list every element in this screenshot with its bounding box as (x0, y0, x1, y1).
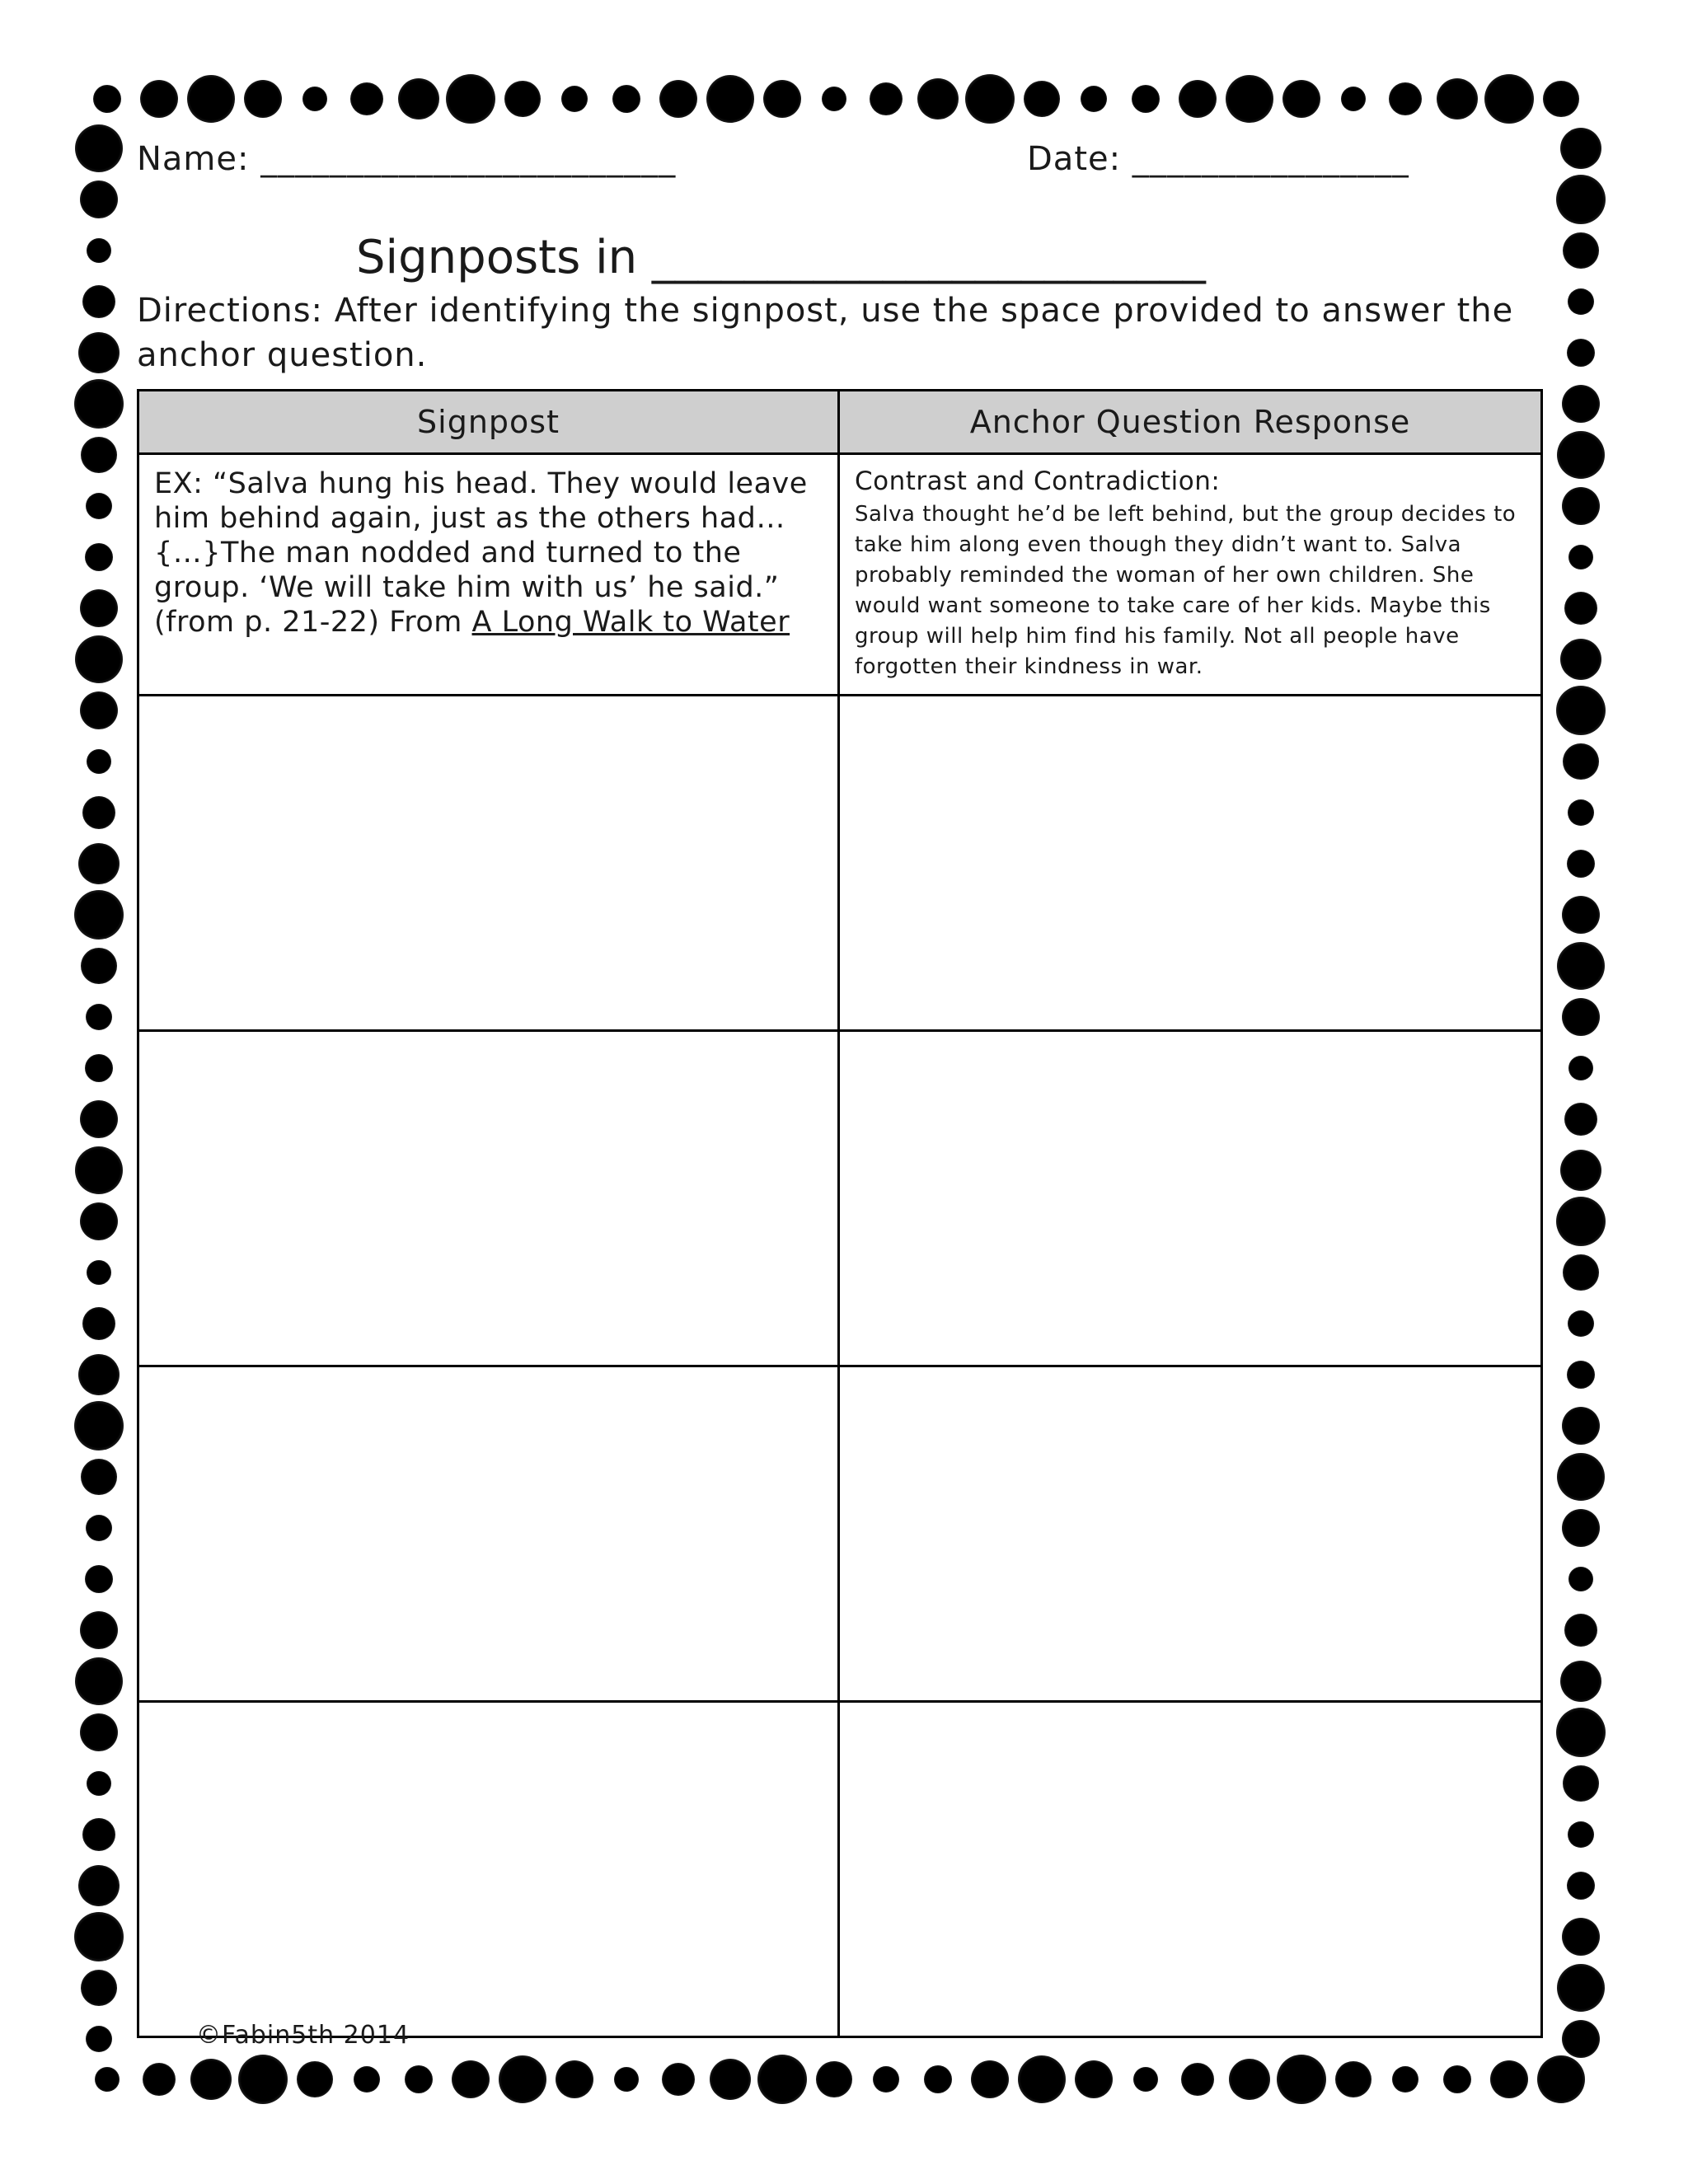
border-dot (80, 691, 118, 729)
border-dot (816, 2061, 852, 2097)
border-dot (1562, 487, 1600, 525)
border-dot (446, 74, 495, 124)
border-dot (143, 2063, 176, 2096)
response-label: Contrast and Contradiction: (855, 466, 1221, 496)
border-dot (82, 796, 115, 829)
border-dot (75, 124, 123, 172)
border-dot (78, 332, 120, 373)
border-dot (1564, 592, 1597, 625)
signpost-entry-cell[interactable] (138, 696, 839, 1031)
column-header-signpost: Signpost (138, 391, 839, 454)
response-entry-cell[interactable] (839, 1702, 1542, 2037)
border-dot (873, 2066, 899, 2093)
border-dot (86, 1515, 112, 1541)
border-dot (78, 1354, 120, 1395)
border-dot (1018, 2055, 1066, 2103)
border-dot (1567, 850, 1595, 878)
border-dot (499, 2055, 546, 2103)
border-dot (85, 1565, 113, 1593)
border-dot (1562, 1918, 1600, 1956)
border-dot (80, 589, 118, 627)
example-response-cell (839, 454, 1542, 696)
border-dot (556, 2060, 593, 2098)
border-dot (1562, 1509, 1600, 1547)
border-dot (1282, 80, 1320, 118)
border-dot (917, 78, 959, 120)
border-dot (81, 437, 117, 473)
border-dot (1568, 1310, 1594, 1337)
border-dot (297, 2061, 333, 2097)
border-dot (659, 80, 697, 118)
border-dot (140, 80, 178, 118)
border-dot (74, 379, 124, 429)
border-dot (1392, 2066, 1418, 2093)
border-dot (87, 1771, 111, 1796)
border-dot (1563, 1254, 1599, 1291)
border-dot (1556, 1197, 1606, 1246)
border-dot (1567, 339, 1595, 367)
border-dot (452, 2060, 490, 2098)
border-dot (757, 2055, 807, 2104)
directions-text: Directions: After identifying the signpost, use the space provided to answer the anchor question. (137, 292, 1514, 374)
example-quote-text: EX: “Salva hung his head. They would leave him behind again, just as the others had…{…}The man nodded and turned to the group. ‘We will take him with us’ he said.” (from p. 21-22) From (154, 467, 808, 639)
border-dot (1564, 1614, 1597, 1647)
border-dot (1567, 1872, 1595, 1900)
copyright-text: ©Fabin5th 2014 (196, 2021, 410, 2050)
border-dot (1133, 2067, 1158, 2092)
border-dot (1564, 1103, 1597, 1136)
border-dot (86, 2026, 112, 2052)
table-row (138, 1366, 1542, 1702)
border-dot (1490, 2060, 1528, 2098)
border-dot (75, 1146, 123, 1194)
border-dot (354, 2066, 380, 2093)
border-dot (1437, 78, 1478, 120)
border-dot (80, 1713, 118, 1751)
table-row (138, 1031, 1542, 1366)
signpost-table (137, 389, 1543, 2038)
border-dot (81, 1970, 117, 2006)
border-dot (80, 1100, 118, 1138)
border-dot (1024, 81, 1060, 117)
border-dot (1568, 1821, 1594, 1848)
border-dot (504, 81, 541, 117)
border-dot (74, 1401, 124, 1451)
border-dot (1568, 545, 1593, 569)
signpost-entry-cell[interactable] (138, 1031, 839, 1366)
border-dot (614, 2067, 639, 2092)
table-row (138, 696, 1542, 1031)
border-dot (924, 2065, 952, 2093)
border-dot (1562, 2020, 1600, 2058)
signpost-entry-cell[interactable] (138, 1702, 839, 2037)
border-dot (1181, 2063, 1214, 2096)
border-dot (1560, 639, 1601, 680)
border-dot (1563, 743, 1599, 780)
border-dot (81, 948, 117, 984)
border-dot (1277, 2055, 1326, 2104)
table-row (138, 1702, 1542, 2037)
border-dot (1132, 85, 1160, 113)
border-dot (1562, 998, 1600, 1036)
border-dot (1226, 75, 1273, 123)
border-dot (74, 1912, 124, 1961)
border-dot (1389, 82, 1422, 115)
example-quote (139, 455, 837, 640)
border-dot (82, 1818, 115, 1851)
border-dot (95, 2067, 120, 2092)
example-row (138, 454, 1542, 696)
border-dot (870, 82, 903, 115)
response-entry-cell[interactable] (839, 1366, 1542, 1702)
border-dot (1229, 2059, 1270, 2100)
border-dot (1543, 81, 1579, 117)
border-dot (87, 749, 111, 774)
response-entry-cell[interactable] (839, 696, 1542, 1031)
border-dot (1557, 942, 1605, 990)
border-dot (302, 87, 327, 111)
border-dot (710, 2059, 751, 2100)
border-dot (561, 86, 588, 112)
border-dot (662, 2063, 695, 2096)
border-dot (85, 543, 113, 571)
column-header-response: Anchor Question Response (839, 391, 1542, 454)
date-label: Date: ________________ (1027, 140, 1409, 178)
border-dot (1563, 232, 1599, 269)
border-dot (1075, 2060, 1113, 2098)
border-dot (612, 85, 640, 113)
border-dot (87, 238, 111, 263)
response-entry-cell[interactable] (839, 1031, 1542, 1366)
border-dot (1556, 686, 1606, 735)
border-dot (86, 1004, 112, 1030)
border-dot (1556, 175, 1606, 224)
border-dot (187, 75, 235, 123)
border-dot (78, 843, 120, 884)
border-dot (405, 2065, 433, 2093)
border-dot (82, 1307, 115, 1340)
name-field[interactable] (137, 140, 676, 178)
border-dot (1179, 80, 1217, 118)
border-dot (706, 75, 754, 123)
border-dot (1537, 2055, 1585, 2103)
border-dot (1443, 2065, 1471, 2093)
border-dot (965, 74, 1015, 124)
border-dot (78, 1865, 120, 1906)
border-dot (1560, 1150, 1601, 1191)
border-dot (1562, 385, 1600, 423)
border-dot (75, 1657, 123, 1705)
table-header-row (138, 391, 1542, 454)
border-dot (1557, 1453, 1605, 1501)
border-dot (350, 82, 383, 115)
border-dot (971, 2060, 1009, 2098)
border-dot (190, 2059, 232, 2100)
page-title[interactable]: Signposts in ________________________ (356, 231, 1206, 284)
border-dot (85, 1054, 113, 1082)
border-dot (822, 87, 846, 111)
border-dot (398, 78, 439, 120)
border-dot (1568, 1567, 1593, 1591)
border-dot (1568, 1056, 1593, 1080)
border-dot (80, 1202, 118, 1240)
border-dot (1081, 86, 1107, 112)
border-dot (1335, 2061, 1372, 2097)
border-dot (75, 635, 123, 683)
border-dot (1556, 1708, 1606, 1757)
border-dot (1568, 799, 1594, 826)
border-dot (1557, 1964, 1605, 2012)
border-dot (74, 890, 124, 940)
border-dot (1557, 431, 1605, 479)
border-dot (1562, 1407, 1600, 1445)
border-dot (1562, 896, 1600, 934)
signpost-entry-cell[interactable] (138, 1366, 839, 1702)
border-dot (93, 85, 121, 113)
border-dot (86, 493, 112, 519)
border-dot (763, 80, 801, 118)
border-dot (1567, 1361, 1595, 1389)
border-dot (1563, 1765, 1599, 1802)
name-label: Name: ________________________ (137, 140, 677, 178)
response-text: Salva thought he’d be left behind, but the group decides to take him along even though they didn’t want to. Salva probably reminded the woman of her own children. She would want someone to take care of her kids. Maybe this group will help him find his family. Not all people have forgotten their kindness in war. (855, 502, 1517, 679)
border-dot (80, 180, 118, 218)
example-signpost-cell (138, 454, 839, 696)
border-dot (82, 285, 115, 318)
border-dot (1560, 128, 1601, 169)
border-dot (1341, 87, 1366, 111)
border-dot (1560, 1661, 1601, 1702)
border-dot (80, 1611, 118, 1649)
border-dot (81, 1459, 117, 1495)
border-dot (87, 1260, 111, 1285)
border-dot (238, 2055, 288, 2104)
book-title: A Long Walk to Water (471, 606, 790, 639)
border-dot (1484, 74, 1534, 124)
border-dot (244, 80, 282, 118)
border-dot (1568, 288, 1594, 315)
date-field[interactable] (1027, 140, 1409, 178)
